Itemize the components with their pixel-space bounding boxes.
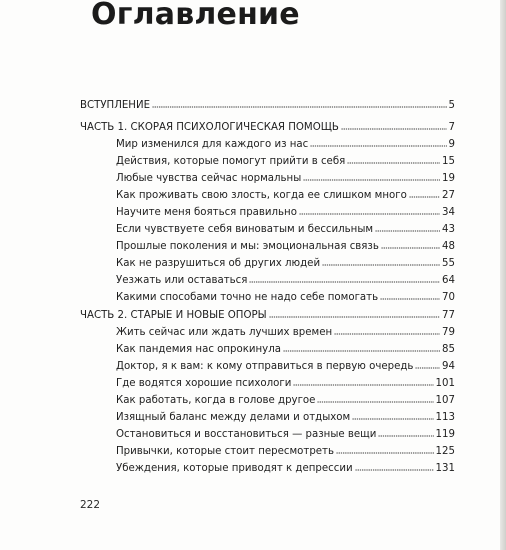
toc-entry — [116, 428, 455, 440]
toc-entry-page: 64 — [442, 275, 455, 286]
toc-entry-label: Убеждения, которые приводят к депрессии — [116, 463, 353, 474]
toc-entry — [116, 462, 455, 474]
toc-entry-page: 7 — [448, 122, 455, 133]
toc-entry-page: 85 — [442, 344, 455, 355]
toc-entry-page: 15 — [442, 156, 455, 167]
page-title: Оглавление — [91, 0, 300, 32]
toc-entry-label: Как работать, когда в голове другое — [116, 395, 316, 406]
dot-leader — [375, 223, 440, 232]
toc-entry-label: Прошлые поколения и мы: эмоциональная связь — [116, 241, 379, 252]
dot-leader — [283, 343, 440, 352]
dot-leader — [409, 189, 440, 198]
toc-entry-label: Мир изменился для каждого из нас — [116, 139, 309, 150]
toc-entry-page: 101 — [435, 378, 455, 389]
toc-entry-page: 19 — [442, 173, 455, 184]
page-number: 222 — [80, 499, 101, 511]
toc-entry-page: 43 — [442, 224, 455, 235]
toc-entry — [116, 257, 455, 269]
toc-entry-page: 125 — [435, 446, 455, 457]
toc-entry — [116, 172, 455, 184]
dot-leader — [299, 206, 440, 215]
dot-leader — [249, 274, 440, 283]
toc-entry — [116, 138, 455, 150]
toc-entry-part-2 — [80, 309, 455, 321]
dot-leader — [415, 360, 440, 369]
dot-leader — [336, 445, 434, 454]
toc-entry-label: Какими способами точно не надо себе помогать — [116, 292, 379, 303]
dot-leader — [341, 121, 447, 130]
toc-entry — [116, 377, 455, 389]
toc-entry-label: Изящный баланс между делами и отдыхом — [116, 412, 351, 423]
dot-leader — [269, 309, 440, 318]
toc-entry-page: 9 — [448, 139, 455, 150]
dot-leader — [381, 240, 440, 249]
dot-leader — [152, 99, 447, 108]
toc-entry-label: Остановиться и восстановиться — разные вещи — [116, 429, 377, 440]
toc-entry-label: Привычки, которые стоит пересмотреть — [116, 446, 334, 457]
toc-entry-label: Научите меня бояться правильно — [116, 207, 297, 218]
toc-entry-page: 55 — [442, 258, 455, 269]
toc-entry-page: 107 — [435, 395, 455, 406]
dot-leader — [322, 257, 440, 266]
toc-entry-page: 48 — [442, 241, 455, 252]
toc-entry — [116, 326, 455, 338]
dot-leader — [293, 377, 433, 386]
dot-leader — [310, 138, 446, 147]
toc-entry-part-1 — [80, 121, 455, 133]
toc-entry-page: 131 — [435, 463, 455, 474]
toc-entry-page: 119 — [435, 429, 455, 440]
dot-leader — [334, 326, 440, 335]
dot-leader — [378, 428, 433, 437]
toc-entry — [116, 291, 455, 303]
toc-entry-page: 94 — [442, 361, 455, 372]
toc-entry — [116, 206, 455, 218]
toc-entry — [116, 240, 455, 252]
dot-leader — [347, 155, 440, 164]
toc-entry — [116, 155, 455, 167]
dot-leader — [352, 411, 433, 420]
toc-entry-label: Доктор, я к вам: к кому отправиться в первую очередь — [116, 361, 414, 372]
toc-entry — [116, 274, 455, 286]
dot-leader — [380, 291, 440, 300]
toc-entry-label: ВСТУПЛЕНИЕ — [80, 100, 151, 111]
dot-leader — [317, 394, 433, 403]
toc-entry — [116, 360, 455, 372]
toc-entry-label: Как пандемия нас опрокинула — [116, 344, 281, 355]
toc-entry-intro — [80, 99, 455, 111]
toc-entry-page: 34 — [442, 207, 455, 218]
toc-entry-label: Действия, которые помогут прийти в себя — [116, 156, 346, 167]
toc-entry — [116, 223, 455, 235]
toc-entry-label: ЧАСТЬ 2. СТАРЫЕ И НОВЫЕ ОПОРЫ — [80, 310, 267, 321]
toc-entry-label: Как проживать свою злость, когда ее слишком много — [116, 190, 407, 201]
dot-leader — [355, 462, 434, 471]
toc-entry-label: Уезжать или оставаться — [116, 275, 248, 286]
dot-leader — [303, 172, 440, 181]
toc-entry-label: Как не разрушиться об других людей — [116, 258, 321, 269]
toc-entry-page: 70 — [442, 292, 455, 303]
toc-entry — [116, 343, 455, 355]
toc-entry-label: Любые чувства сейчас нормальны — [116, 173, 302, 184]
toc-entry — [116, 445, 455, 457]
toc-entry-page: 77 — [442, 310, 455, 321]
toc-entry-page: 113 — [435, 412, 455, 423]
toc-entry-page: 5 — [448, 100, 455, 111]
toc-entry-label: Жить сейчас или ждать лучших времен — [116, 327, 333, 338]
toc-entry-label: Где водятся хорошие психологи — [116, 378, 292, 389]
toc-entry-page: 79 — [442, 327, 455, 338]
toc-entry — [116, 411, 455, 423]
toc-entry — [116, 189, 455, 201]
toc-entry — [116, 394, 455, 406]
toc-entry-page: 27 — [442, 190, 455, 201]
toc-entry-label: Если чувствуете себя виноватым и бессильным — [116, 224, 374, 235]
toc-entry-label: ЧАСТЬ 1. СКОРАЯ ПСИХОЛОГИЧЕСКАЯ ПОМОЩЬ — [80, 122, 339, 133]
